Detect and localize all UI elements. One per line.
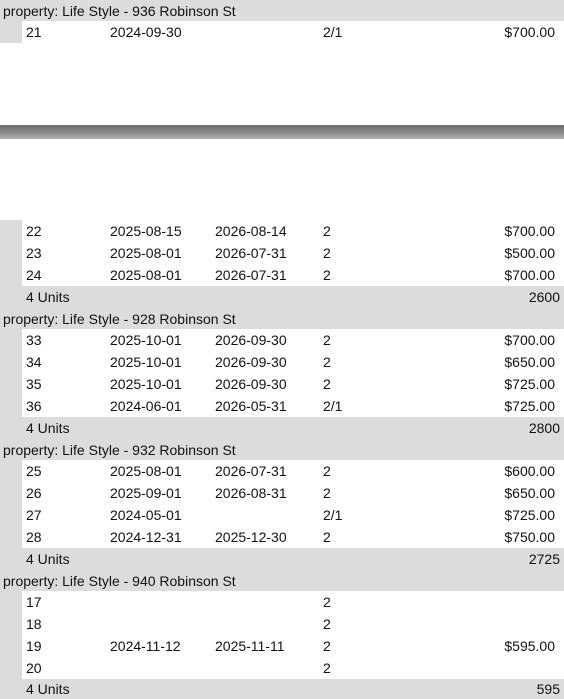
property-header-text: property: Life Style - 936 Robinson St — [3, 3, 236, 19]
bed-bath: 2 — [323, 354, 331, 370]
bed-bath: 2 — [323, 223, 331, 239]
rent-total: 2725 — [528, 551, 560, 567]
rent-amount: $500.00 — [504, 245, 555, 261]
units-count: 4 Units — [26, 681, 70, 697]
table-row — [0, 460, 564, 482]
table-row — [0, 482, 564, 504]
bed-bath: 2 — [323, 463, 331, 479]
table-row — [0, 504, 564, 526]
property-header — [0, 0, 564, 22]
bed-bath: 2 — [323, 485, 331, 501]
bed-bath: 2 — [323, 376, 331, 392]
table-row — [0, 329, 564, 351]
rent-amount: $700.00 — [504, 267, 555, 283]
unit-number: 18 — [26, 616, 42, 632]
table-row — [0, 373, 564, 395]
lease-start: 2025-08-01 — [110, 245, 182, 261]
units-count: 4 Units — [26, 420, 70, 436]
rent-amount: $650.00 — [504, 354, 555, 370]
property-header — [0, 308, 564, 330]
table-row — [0, 242, 564, 264]
bed-bath: 2 — [323, 332, 331, 348]
group-total-row — [0, 286, 564, 308]
bed-bath: 2/1 — [323, 24, 343, 40]
rent-amount: $650.00 — [504, 485, 555, 501]
unit-number: 22 — [26, 223, 42, 239]
unit-number: 23 — [26, 245, 42, 261]
rent-total: 2600 — [528, 289, 560, 305]
group-total-row — [0, 417, 564, 439]
table-row — [0, 264, 564, 286]
lease-end: 2026-07-31 — [215, 245, 287, 261]
table-row — [0, 395, 564, 417]
lease-start: 2024-11-12 — [110, 638, 181, 654]
page-break-divider — [0, 125, 564, 139]
table-row — [0, 635, 564, 657]
unit-number: 33 — [26, 332, 42, 348]
unit-number: 26 — [26, 485, 42, 501]
lease-start: 2024-09-30 — [110, 24, 182, 40]
lease-end: 2026-09-30 — [215, 332, 287, 348]
property-header — [0, 570, 564, 592]
units-count: 4 Units — [26, 551, 70, 567]
rent-amount: $595.00 — [504, 638, 555, 654]
unit-number: 28 — [26, 529, 42, 545]
bed-bath: 2 — [323, 616, 331, 632]
bed-bath: 2 — [323, 267, 331, 283]
table-row — [0, 591, 564, 613]
property-header — [0, 439, 564, 461]
table-row — [0, 613, 564, 635]
unit-number: 19 — [26, 638, 42, 654]
unit-number: 24 — [26, 267, 42, 283]
group-total-row — [0, 548, 564, 570]
rent-amount: $600.00 — [504, 463, 555, 479]
bed-bath: 2/1 — [323, 398, 343, 414]
table-row — [0, 220, 564, 242]
rent-amount: $700.00 — [504, 24, 555, 40]
lease-end: 2026-07-31 — [215, 267, 287, 283]
lease-end: 2026-08-14 — [215, 223, 287, 239]
bed-bath: 2 — [323, 245, 331, 261]
rent-amount: $700.00 — [504, 332, 555, 348]
lease-end: 2026-05-31 — [215, 398, 287, 414]
lease-start: 2025-08-01 — [110, 463, 182, 479]
unit-number: 21 — [26, 24, 42, 40]
lease-end: 2025-11-11 — [215, 638, 285, 654]
property-header-text: property: Life Style - 928 Robinson St — [3, 311, 236, 327]
lease-start: 2025-08-01 — [110, 267, 182, 283]
table-row — [0, 526, 564, 548]
bed-bath: 2/1 — [323, 507, 343, 523]
rent-total: 2800 — [528, 420, 560, 436]
group-total-row — [0, 679, 564, 699]
lease-end: 2026-08-31 — [215, 485, 287, 501]
unit-number: 35 — [26, 376, 42, 392]
unit-number: 34 — [26, 354, 42, 370]
lease-end: 2026-09-30 — [215, 354, 287, 370]
lease-start: 2025-10-01 — [110, 332, 182, 348]
lease-start: 2025-09-01 — [110, 485, 182, 501]
bed-bath: 2 — [323, 638, 331, 654]
rent-amount: $725.00 — [504, 507, 555, 523]
rent-amount: $700.00 — [504, 223, 555, 239]
unit-number: 36 — [26, 398, 42, 414]
lease-start: 2025-08-15 — [110, 223, 182, 239]
lease-start: 2024-06-01 — [110, 398, 182, 414]
bed-bath: 2 — [323, 594, 331, 610]
lease-start: 2025-10-01 — [110, 354, 182, 370]
unit-number: 17 — [26, 594, 42, 610]
lease-start: 2024-12-31 — [110, 529, 182, 545]
lease-end: 2026-07-31 — [215, 463, 287, 479]
property-header-text: property: Life Style - 932 Robinson St — [3, 442, 236, 458]
rent-amount: $725.00 — [504, 376, 555, 392]
table-row — [0, 657, 564, 679]
unit-number: 27 — [26, 507, 42, 523]
lease-start: 2024-05-01 — [110, 507, 182, 523]
rent-amount: $750.00 — [504, 529, 555, 545]
property-header-text: property: Life Style - 940 Robinson St — [3, 573, 236, 589]
units-count: 4 Units — [26, 289, 70, 305]
lease-start: 2025-10-01 — [110, 376, 182, 392]
lease-end: 2025-12-30 — [215, 529, 287, 545]
bed-bath: 2 — [323, 529, 331, 545]
bed-bath: 2 — [323, 660, 331, 676]
rent-total: 595 — [536, 681, 560, 697]
table-row — [0, 351, 564, 373]
unit-number: 20 — [26, 660, 42, 676]
lease-end: 2026-09-30 — [215, 376, 287, 392]
unit-number: 25 — [26, 463, 42, 479]
rent-amount: $725.00 — [504, 398, 555, 414]
table-row — [0, 21, 564, 43]
